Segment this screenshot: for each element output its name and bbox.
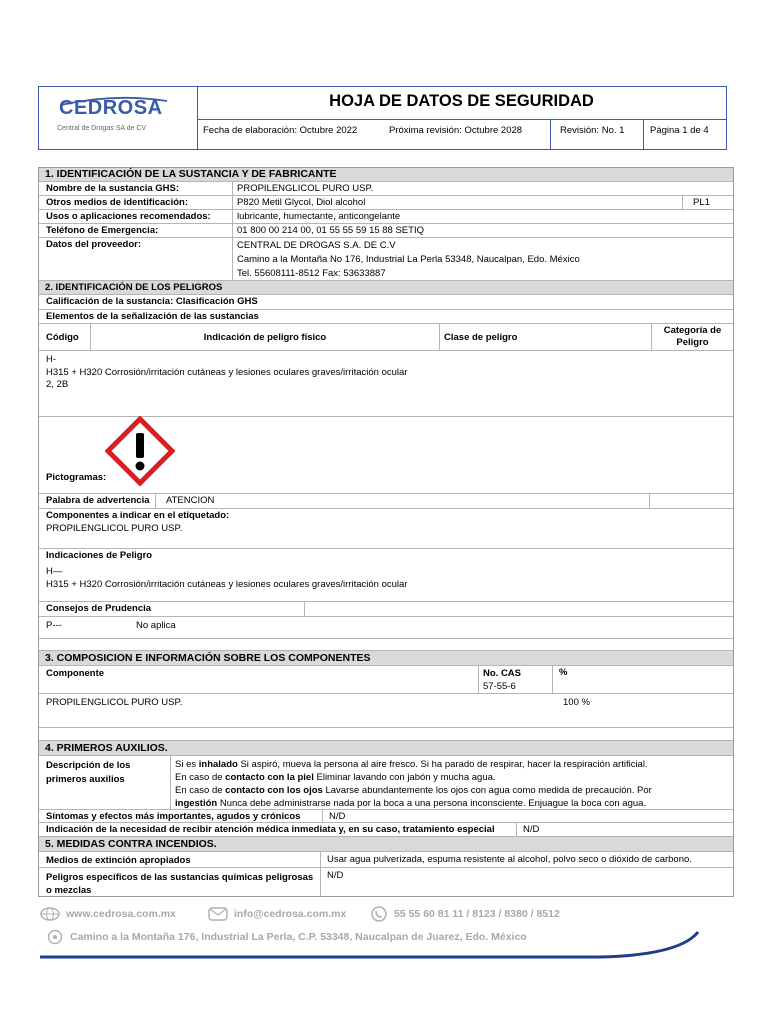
s3-pct-value: 100 %: [563, 697, 590, 708]
s3-cas-header: No. CAS: [483, 668, 521, 679]
s4-line-1-b: inhalado: [198, 759, 238, 770]
s4-line-2: [175, 771, 729, 784]
s2-calificacion: Calificación de la sustancia: Clasificación GHS: [46, 296, 258, 307]
s2-row-columns: [39, 324, 733, 351]
s4-indicacion-value: N/D: [516, 823, 733, 837]
s5-peligros-value: N/D: [320, 868, 733, 896]
phone-icon: [370, 906, 388, 922]
s2-palabra-label: Palabra de advertencia: [46, 495, 150, 506]
hazard-line-1: H-: [46, 354, 57, 365]
s2-col-categoria: Categoría de Peligro: [651, 324, 733, 351]
divider-revision: [550, 119, 551, 149]
s2-componentes-value: PROPILENGLICOL PURO USP.: [46, 523, 183, 534]
proveedor-line-2: Camino a la Montaña No 176, Industrial La Perla 53348, Naucalpan, Edo. México: [237, 254, 580, 265]
proveedor-line-1: CENTRAL DE DROGAS S.A. DE C.V: [237, 240, 396, 251]
s4-line-4: [175, 797, 729, 810]
s1-label-telefono: Teléfono de Emergencia:: [46, 225, 159, 236]
s1-code: PL1: [682, 196, 733, 210]
footer-address-text: Camino a la Montaña 176, Industrial La Perla, C.P. 53348, Naucalpan de Juarez, Edo. México: [70, 931, 527, 943]
section-3-header: [39, 651, 733, 666]
header-box: [38, 86, 727, 150]
s2-col-clase: Clase de peligro: [439, 324, 651, 351]
s4-row-sintomas: [39, 810, 733, 823]
s3-col-componente: Componente: [46, 668, 105, 679]
s4-row-indicacion: [39, 823, 733, 837]
footer-web: [40, 907, 176, 921]
section-1-header: [39, 168, 733, 182]
indicacion-line-1: H—: [46, 566, 63, 577]
s2-row-p: [39, 617, 733, 639]
s4-line-4-b: ingestión: [175, 798, 218, 809]
s3-row-blank: [39, 728, 733, 741]
s4-indicacion-label: Indicación de la necesidad de recibir atención médica inmediata y, en su caso, tratamiento especial: [46, 824, 495, 835]
s2-row-blank: [39, 639, 733, 651]
s3-row-columns: [39, 666, 733, 694]
s5-peligros-label: Peligros específicos de las sustancias químicas peligrosas o mezclas: [46, 872, 314, 896]
s1-row-usos: [39, 210, 733, 224]
s2-col-indicacion: Indicación de peligro físico: [90, 324, 439, 351]
s2-p-code: P---: [46, 620, 62, 631]
s4-line-4-c: Nunca debe administrarse nada por la boca a una persona inconsciente. Enjuague la boca con agua.: [217, 798, 647, 809]
logo: [39, 87, 198, 149]
s1-row-nombre: [39, 182, 733, 196]
exclamation-pictogram-icon: [105, 416, 175, 486]
s5-row-peligros: [39, 868, 733, 896]
s3-col-cas: [478, 666, 552, 694]
s2-row-elementos: [39, 310, 733, 324]
s1-value-proveedor: [232, 238, 732, 281]
section-4-title: 4. PRIMEROS AUXILIOS.: [45, 742, 168, 754]
section-4-header: [39, 741, 733, 756]
fecha-elaboracion: Fecha de elaboración: Octubre 2022: [203, 125, 358, 136]
s4-sintomas-value: N/D: [322, 810, 733, 823]
mail-icon: [208, 907, 228, 921]
s4-line-1-a: Si es: [175, 759, 199, 770]
s2-row-componentes: [39, 509, 733, 549]
page-number: Página 1 de 4: [650, 125, 709, 136]
s4-line-3-b: contacto con los ojos: [225, 785, 323, 796]
s2-row-consejos: [39, 602, 733, 617]
s2-row-pictogramas: [39, 417, 733, 494]
footer-swoosh: [40, 930, 702, 962]
s4-line-3-a: En caso de: [175, 785, 226, 796]
s5-medios-value: Usar agua pulverizada, espuma resistente al alcohol, polvo seco o dióxido de carbono.: [320, 852, 733, 868]
indicacion-line-2: H315 + H320 Corrosión/irritación cutáneas y lesiones oculares graves/irritación ocular: [46, 579, 408, 590]
safety-data-table: [38, 167, 734, 897]
s4-line-3-c: Lavarse abundantemente los ojos con agua como medida de precaución. Por: [322, 785, 652, 796]
s2-hazard-lines: [42, 351, 732, 393]
s4-desc-text: [170, 756, 733, 810]
s1-value-nombre: PROPILENGLICOL PURO USP.: [232, 182, 732, 196]
s4-sintomas-label: Síntomas y efectos más importantes, agudos y crónicos: [46, 811, 301, 822]
s5-medios-label: Medios de extinción apropiados: [46, 855, 191, 866]
hazard-line-2: H315 + H320 Corrosión/irritación cutáneas y lesiones oculares graves/irritación ocular: [46, 366, 408, 378]
s2-componentes-label: Componentes a indicar en el etiquetado:: [46, 510, 230, 521]
s3-cas-value: 57-55-6: [483, 681, 516, 692]
proxima-revision: Próxima revisión: Octubre 2028: [389, 125, 523, 136]
footer-phone: [370, 906, 560, 922]
s2-p-value: No aplica: [136, 620, 176, 631]
s1-row-proveedor: [39, 238, 733, 281]
footer-web-text: www.cedrosa.com.mx: [66, 908, 176, 920]
s4-line-1: [175, 758, 729, 771]
s2-palabra-extra: [649, 494, 733, 509]
revision-number: Revisión: No. 1: [560, 125, 625, 136]
s3-row-component: [39, 694, 733, 728]
s2-row-hazards: [39, 351, 733, 417]
s2-row-calificacion: [39, 295, 733, 310]
globe-icon: [40, 907, 60, 921]
logo-swoosh-icon: [59, 95, 169, 107]
section-5-header: [39, 837, 733, 852]
proveedor-line-3: Tel. 55608111-8512 Fax: 53633887: [237, 268, 386, 279]
s4-row-descripcion: [39, 756, 733, 810]
section-2-title: 2. IDENTIFICACIÓN DE LOS PELIGROS: [45, 282, 223, 293]
s3-componente-value: PROPILENGLICOL PURO USP.: [46, 697, 183, 708]
section-1-title: 1. IDENTIFICACIÓN DE LA SUSTANCIA Y DE FABRICANTE: [45, 168, 337, 180]
logo-subtitle: Central de Drogas SA de CV: [57, 125, 147, 132]
s1-row-telefono: [39, 224, 733, 238]
s1-row-otros: [39, 196, 733, 210]
doc-title: HOJA DE DATOS DE SEGURIDAD: [197, 87, 726, 120]
footer-email-text: info@cedrosa.com.mx: [234, 908, 347, 920]
s4-line-2-a: En caso de: [175, 772, 226, 783]
section-3-title: 3. COMPOSICION E INFORMACIÓN SOBRE LOS COMPONENTES: [45, 652, 371, 664]
s1-label-proveedor: Datos del proveedor:: [46, 239, 142, 250]
s4-line-3: [175, 784, 729, 797]
hazard-line-3: 2, 2B: [46, 379, 69, 390]
s2-row-palabra: [39, 494, 733, 509]
s1-value-telefono: 01 800 00 214 00, 01 55 55 59 15 88 SETIQ: [232, 224, 732, 238]
s2-indicaciones-lines: [42, 564, 732, 592]
section-2-header: [39, 281, 733, 295]
s1-value-otros: P820 Metil Glycol, Diol alcohol: [232, 196, 682, 210]
s4-line-2-c: Eliminar lavando con jabón y mucha agua.: [313, 772, 496, 783]
s4-desc-label: Descripción de los primeros auxilios: [46, 760, 131, 785]
s1-label-nombre: Nombre de la sustancia GHS:: [46, 183, 180, 194]
footer-email: [208, 907, 346, 921]
s1-label-usos: Usos o aplicaciones recomendados:: [46, 211, 211, 222]
s2-pictogramas-label: Pictogramas:: [46, 472, 107, 483]
logo-name: CEDROSA: [59, 97, 163, 119]
s2-palabra-value: ATENCION: [155, 494, 649, 509]
s2-consejos-label: Consejos de Prudencia: [46, 603, 152, 614]
s2-indicaciones-label: Indicaciones de Peligro: [46, 550, 153, 561]
s4-line-2-b: contacto con la piel: [225, 772, 314, 783]
footer-phone-text: 55 55 60 81 11 / 8123 / 8380 / 8512: [394, 908, 560, 920]
section-5-title: 5. MEDIDAS CONTRA INCENDIOS.: [45, 838, 217, 850]
s1-value-usos: lubricante, humectante, anticongelante: [232, 210, 732, 224]
s2-col-codigo: Código: [46, 332, 79, 343]
divider-pagina: [643, 119, 644, 149]
s2-consejos-extra: [304, 602, 733, 617]
s4-line-1-c: Si aspiró, mueva la persona al aire fresco. Si ha parado de respirar, hacer la respiración artificial.: [237, 759, 648, 770]
s1-label-otros: Otros medios de identificación:: [46, 197, 188, 208]
s3-col-pct: %: [552, 666, 733, 694]
s2-row-indicaciones: [39, 549, 733, 602]
s2-elementos: Elementos de la señalización de las sustancias: [46, 311, 259, 322]
s5-row-medios: [39, 852, 733, 868]
